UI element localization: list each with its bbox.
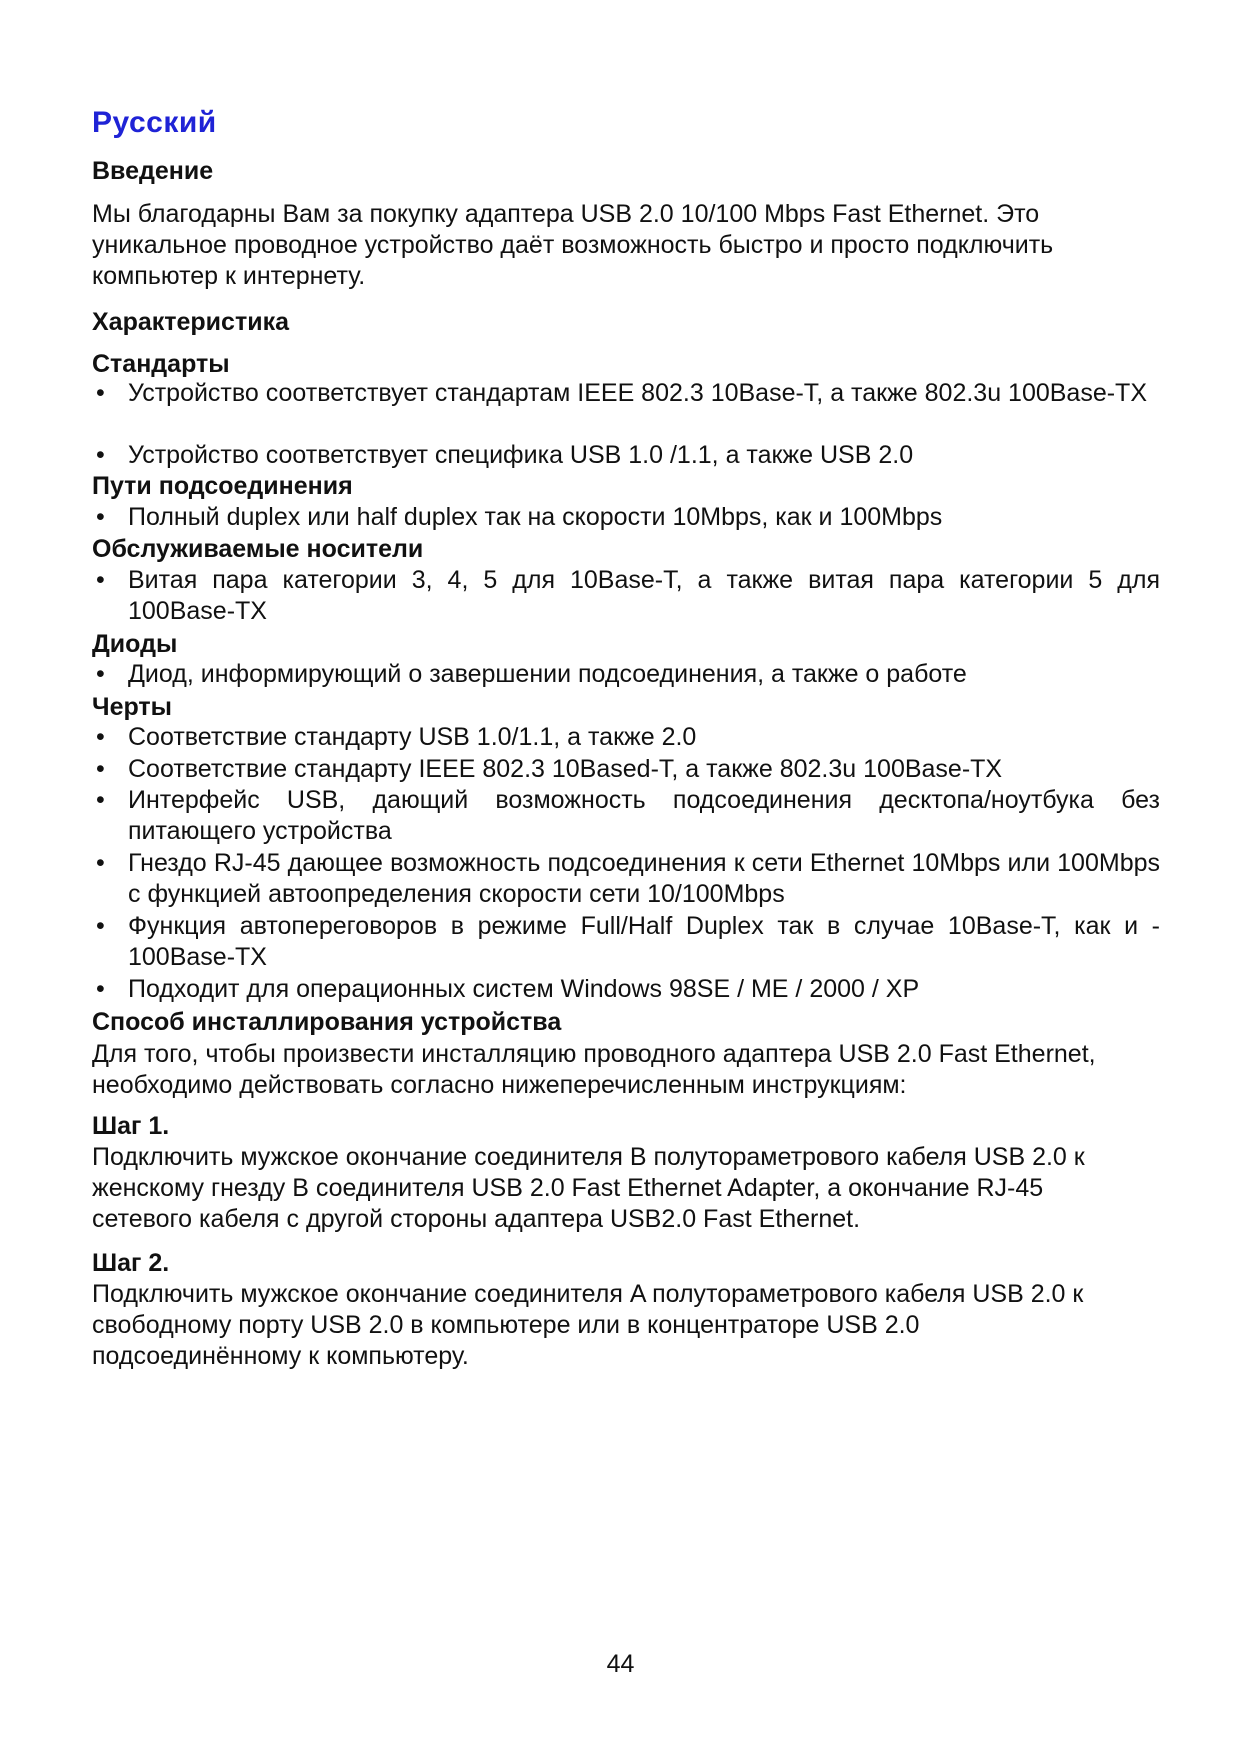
standards-item: • Устройство соответствует стандартам IEEE 802.3 10Base-T, а также 802.3u 100Base-TX bbox=[96, 379, 1148, 407]
leds-item: • Диод, информирующий о завершении подсоединения, а также о работе bbox=[96, 660, 967, 688]
language-heading: Русский bbox=[92, 106, 217, 139]
intro-paragraph: Мы благодарны Вам за покупку адаптера USB 2.0 10/100 Mbps Fast Ethernet. Это уникальное проводное устройство даёт возможность быстро и просто подключить компьютер к интернету. bbox=[92, 200, 1054, 290]
standards-item: • Устройство соответствует специфика USB 1.0 /1.1, а также USB 2.0 bbox=[96, 441, 914, 469]
step1-heading: Шаг 1. bbox=[92, 1112, 170, 1140]
traits-item: • Подходит для операционных систем Windows 98SE / ME / 2000 / XP bbox=[96, 975, 920, 1003]
step2-heading: Шаг 2. bbox=[92, 1249, 170, 1277]
bullet-icon: • bbox=[96, 912, 105, 940]
traits-item: • Интерфейс USB, дающий возможность подсоединения десктопа/ноутбука без питающего устройства bbox=[96, 786, 1160, 845]
bullet-icon: • bbox=[96, 441, 105, 469]
step2-paragraph: Подключить мужское окончание соединителя A полутораметрового кабеля USB 2.0 к свободному порту USB 2.0 в компьютере или в концентраторе USB 2.0 подсоединённому к компьютеру. bbox=[92, 1280, 1084, 1370]
standards-heading: Стандарты bbox=[92, 350, 230, 378]
connection-item: • Полный duplex или half duplex так на скорости 10Mbps, как и 100Mbps bbox=[96, 503, 943, 531]
traits-item: • Соответствие стандарту USB 1.0/1.1, а также 2.0 bbox=[96, 723, 697, 751]
bullet-icon: • bbox=[96, 723, 105, 751]
bullet-icon: • bbox=[96, 975, 105, 1003]
traits-item: • Функция автопереговоров в режиме Full/Half Duplex так в случае 10Base-T, как и - 100Base-TX bbox=[96, 912, 1160, 971]
bullet-icon: • bbox=[96, 566, 105, 594]
features-heading: Характеристика bbox=[92, 308, 289, 336]
install-paragraph: Для того, чтобы произвести инсталляцию проводного адаптера USB 2.0 Fast Ethernet, необходимо действовать согласно нижеперечисленным инструкциям: bbox=[92, 1040, 1096, 1099]
bullet-icon: • bbox=[96, 849, 105, 877]
leds-heading: Диоды bbox=[92, 630, 178, 658]
media-heading: Обслуживаемые носители bbox=[92, 535, 424, 563]
bullet-icon: • bbox=[96, 660, 105, 688]
connection-heading: Пути подсоединения bbox=[92, 472, 353, 500]
bullet-icon: • bbox=[96, 503, 105, 531]
install-heading: Способ инсталлирования устройства bbox=[92, 1008, 562, 1036]
traits-item: • Соответствие стандарту IEEE 802.3 10Based-T, а также 802.3u 100Base-TX bbox=[96, 755, 1003, 783]
bullet-icon: • bbox=[96, 755, 105, 783]
page-number: 44 bbox=[606, 1650, 635, 1678]
bullet-icon: • bbox=[96, 379, 105, 407]
step1-paragraph: Подключить мужское окончание соединителя B полутораметрового кабеля USB 2.0 к женскому гнезду B соединителя USB 2.0 Fast Ethernet Adapter, а окончание RJ-45 сетевого кабеля с другой стороны адаптера USB2.0 Fast Ethernet. bbox=[92, 1143, 1085, 1233]
intro-heading: Введение bbox=[92, 157, 214, 185]
traits-heading: Черты bbox=[92, 693, 173, 721]
media-item: • Витая пара категории 3, 4, 5 для 10Base-T, а также витая пара категории 5 для 100Base-TX bbox=[96, 566, 1160, 625]
bullet-icon: • bbox=[96, 786, 105, 814]
traits-item: • Гнездо RJ-45 дающее возможность подсоединения к сети Ethernet 10Mbps или 100Mbps с функцией автоопределения скорости сети 10/100Mbps bbox=[96, 849, 1160, 908]
